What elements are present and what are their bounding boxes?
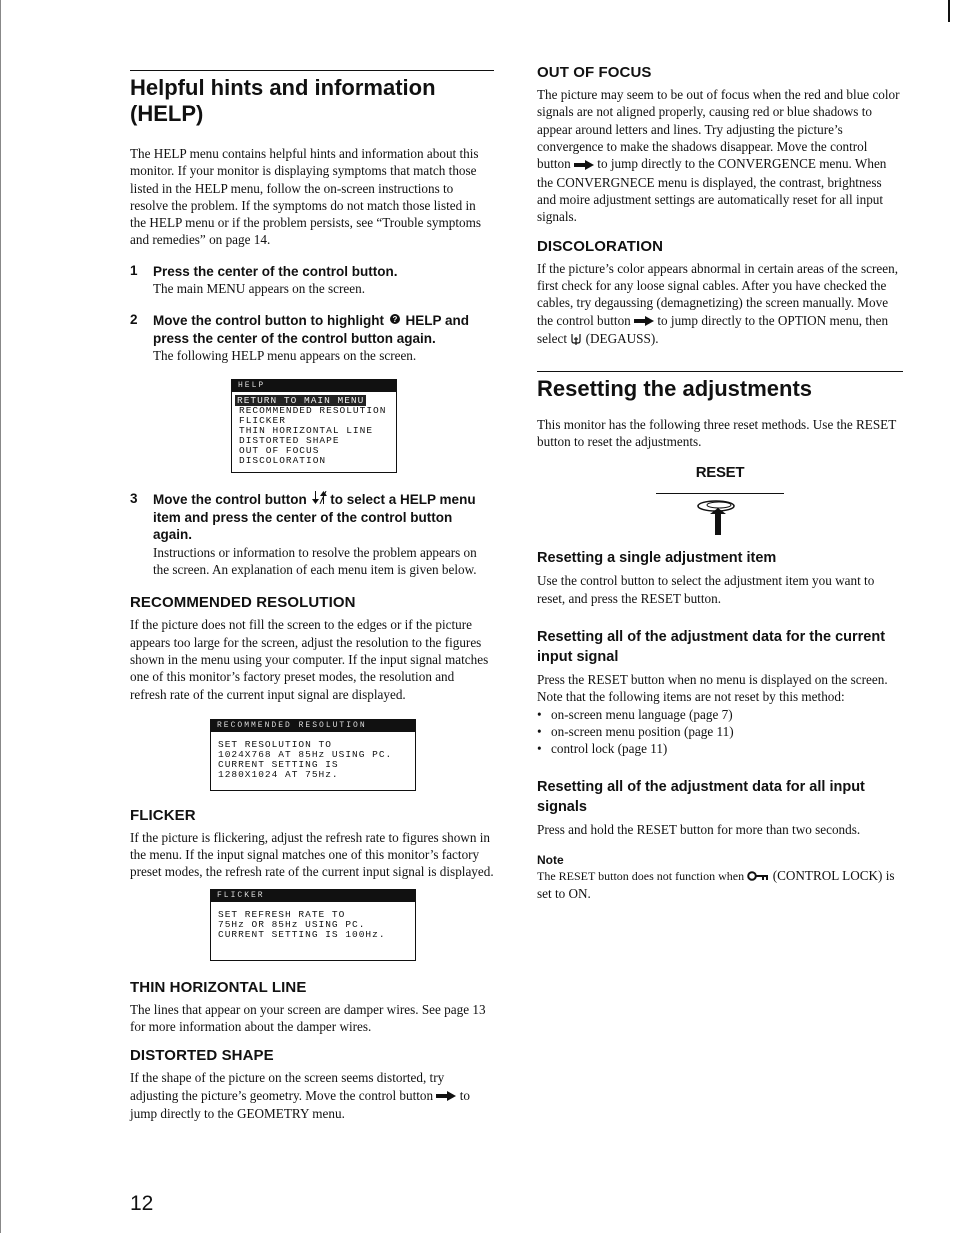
title-rule [130,70,494,71]
section-heading-distorted: DISTORTED SHAPE [130,1047,274,1065]
osd-line: SET REFRESH RATE TO [218,908,346,920]
osd-line: CURRENT SETTING IS 100Hz. [218,928,386,940]
arrow-right-icon [634,313,654,330]
step-1 [130,263,494,298]
step-2 [130,312,494,365]
osd-menu-item: FLICKER [239,414,286,426]
reset-button-illustration [537,464,903,540]
osd-menu-item: RECOMMENDED RESOLUTION [239,404,387,416]
step-title [153,491,494,544]
osd-header: RECOMMENDED RESOLUTION [211,720,415,732]
osd-menu-item: DISTORTED SHAPE [239,434,340,446]
arrow-right-icon [574,157,594,174]
list-item: • control lock (page 11) [537,740,903,757]
step-title [153,312,494,348]
osd-menu-item: OUT OF FOCUS [239,444,320,456]
step-title-part: to select a HELP menu item and press the center of the control button again. [153,491,476,543]
help-menu-osd [231,379,397,473]
reset-label-rule [656,493,784,494]
reset-label: RESET [695,464,745,482]
help-intro: The HELP menu contains helpful hints and information about this monitor. If your monitor is displaying symptoms that match those listed in the HELP menu, follow the on-screen instructions to resolve the problem. If the symptoms do not match those listed in the HELP menu or if the problem persists, see “Trouble symptoms and remedies” on page 14. [130,146,482,248]
page-number: 12 [130,1192,154,1215]
reset-title-rule [537,371,903,372]
page-edge-mark [948,0,950,22]
step-title-part: HELP and press the center of the control button again. [153,312,470,346]
section-body: If the picture does not fill the screen to the edges or if the picture appears too large for the screen, adjust the resolution to the figures shown in the menu using your computer. If the input signal matches one of this monitor’s factory preset modes, the resolution and refresh rate of the current input signal are displayed. [130,617,489,702]
list-item: • on-screen menu position (page 11) [537,723,903,740]
osd-line: CURRENT SETTING IS [218,758,339,770]
step-body: The main MENU appears on the screen. [153,281,366,297]
step-body: Instructions or information to resolve the problem appears on the screen. An explanation of each menu item is given below. [153,544,477,578]
step-3 [130,491,494,579]
note-heading: Note [537,852,564,867]
step-title-part: Move the control button to highlight [153,312,384,328]
arrow-right-icon [436,1088,456,1105]
osd-line: 75Hz OR 85Hz USING PC. [218,918,366,930]
subsection-heading-single: Resetting a single adjustment item [537,550,777,567]
osd-menu-item: DISCOLORATION [239,454,327,466]
osd-line: 1280X1024 AT 75Hz. [218,768,339,780]
subsection-heading-current: Resetting all of the adjustment data for the current input signal [537,628,886,665]
osd-header: HELP [232,380,396,392]
not-reset-list [537,706,903,758]
section-heading-discoloration: DISCOLORATION [537,237,664,255]
help-icon [388,312,402,330]
section-heading-flicker: FLICKER [130,806,196,824]
step-title: Press the center of the control button. [153,263,398,279]
subsection-body: Press and hold the RESET button for more than two seconds. [537,822,861,838]
page-edge-left [0,0,1,1233]
section-body: If the shape of the picture on the screen seems distorted, try adjusting the picture’s geometry. Move the control button to jump directly to the GEOMETRY menu. [130,1070,470,1122]
recommended-osd [210,719,416,791]
osd-highlight-item: RETURN TO MAIN MENU [237,394,365,406]
section-body: If the picture is flickering, adjust the refresh rate to figures shown in the menu. If the input signal matches one of this monitor’s factory preset modes, the refresh rate of the current input signal is displayed. [130,829,494,880]
subsection-body: Use the control button to select the adjustment item you want to reset, and press the RESET button. [537,573,875,606]
step-number: 3 [130,490,138,506]
left-column [130,70,494,1123]
osd-header: FLICKER [211,890,415,902]
svg-text:?: ? [392,315,398,325]
osd-menu-item: THIN HORIZONTAL LINE [239,424,374,436]
reset-intro: This monitor has the following three reset methods. Use the RESET button to reset the adjustments. [537,416,897,450]
step-number: 2 [130,311,138,327]
section-body: The lines that appear on your screen are damper wires. See page 13 for more information about the damper wires. [130,1001,486,1035]
right-column [537,64,903,903]
arrow-down-up-icon [311,491,327,509]
subsection-body: Press the RESET button when no menu is displayed on the screen. Note that the following items are not reset by this method: [537,671,888,705]
degauss-icon [570,332,582,349]
page-title: Helpful hints and information (HELP) [130,75,436,126]
osd-line: SET RESOLUTION TO [218,738,332,750]
note-body: The RESET button does not function when (CONTROL LOCK) is set to ON. [537,867,895,902]
section-heading-thin-line: THIN HORIZONTAL LINE [130,978,307,996]
subsection-heading-all: Resetting all of the adjustment data for all input signals [537,779,865,816]
step-number: 1 [130,262,138,278]
section-heading-recommended: RECOMMENDED RESOLUTION [130,594,356,612]
key-lock-icon [747,868,769,885]
section-body: If the picture’s color appears abnormal in certain areas of the screen, first check for any loose signal cables. After you have checked the cables, try degaussing (demagnetizing) the screen manually. Move the control button to jump directly to the OPTION menu, then select (DEGAUSS). [537,260,903,349]
list-item: • on-screen menu language (page 7) [537,706,903,723]
section-body: The picture may seem to be out of focus when the red and blue color signals are not aligned properly, causing red or blue shadows to appear around letters and lines. Try adjusting the picture’s convergence to make the shadows disappear. Move the control button to jump directly to the CONVERGENCE menu. When the CONVERGNECE menu is displayed, the contrast, brightness and moire adjustment settings are automatically reset for all input signals. [537,87,900,225]
osd-line: 1024X768 AT 85Hz USING PC. [218,748,393,760]
flicker-osd [210,889,416,961]
reset-button-icon [537,497,903,540]
reset-section-title: Resetting the adjustments [537,375,813,401]
step-title-part: Move the control button [153,491,307,507]
section-heading-out-of-focus: OUT OF FOCUS [537,64,652,81]
step-body: The following HELP menu appears on the screen. [153,348,417,364]
